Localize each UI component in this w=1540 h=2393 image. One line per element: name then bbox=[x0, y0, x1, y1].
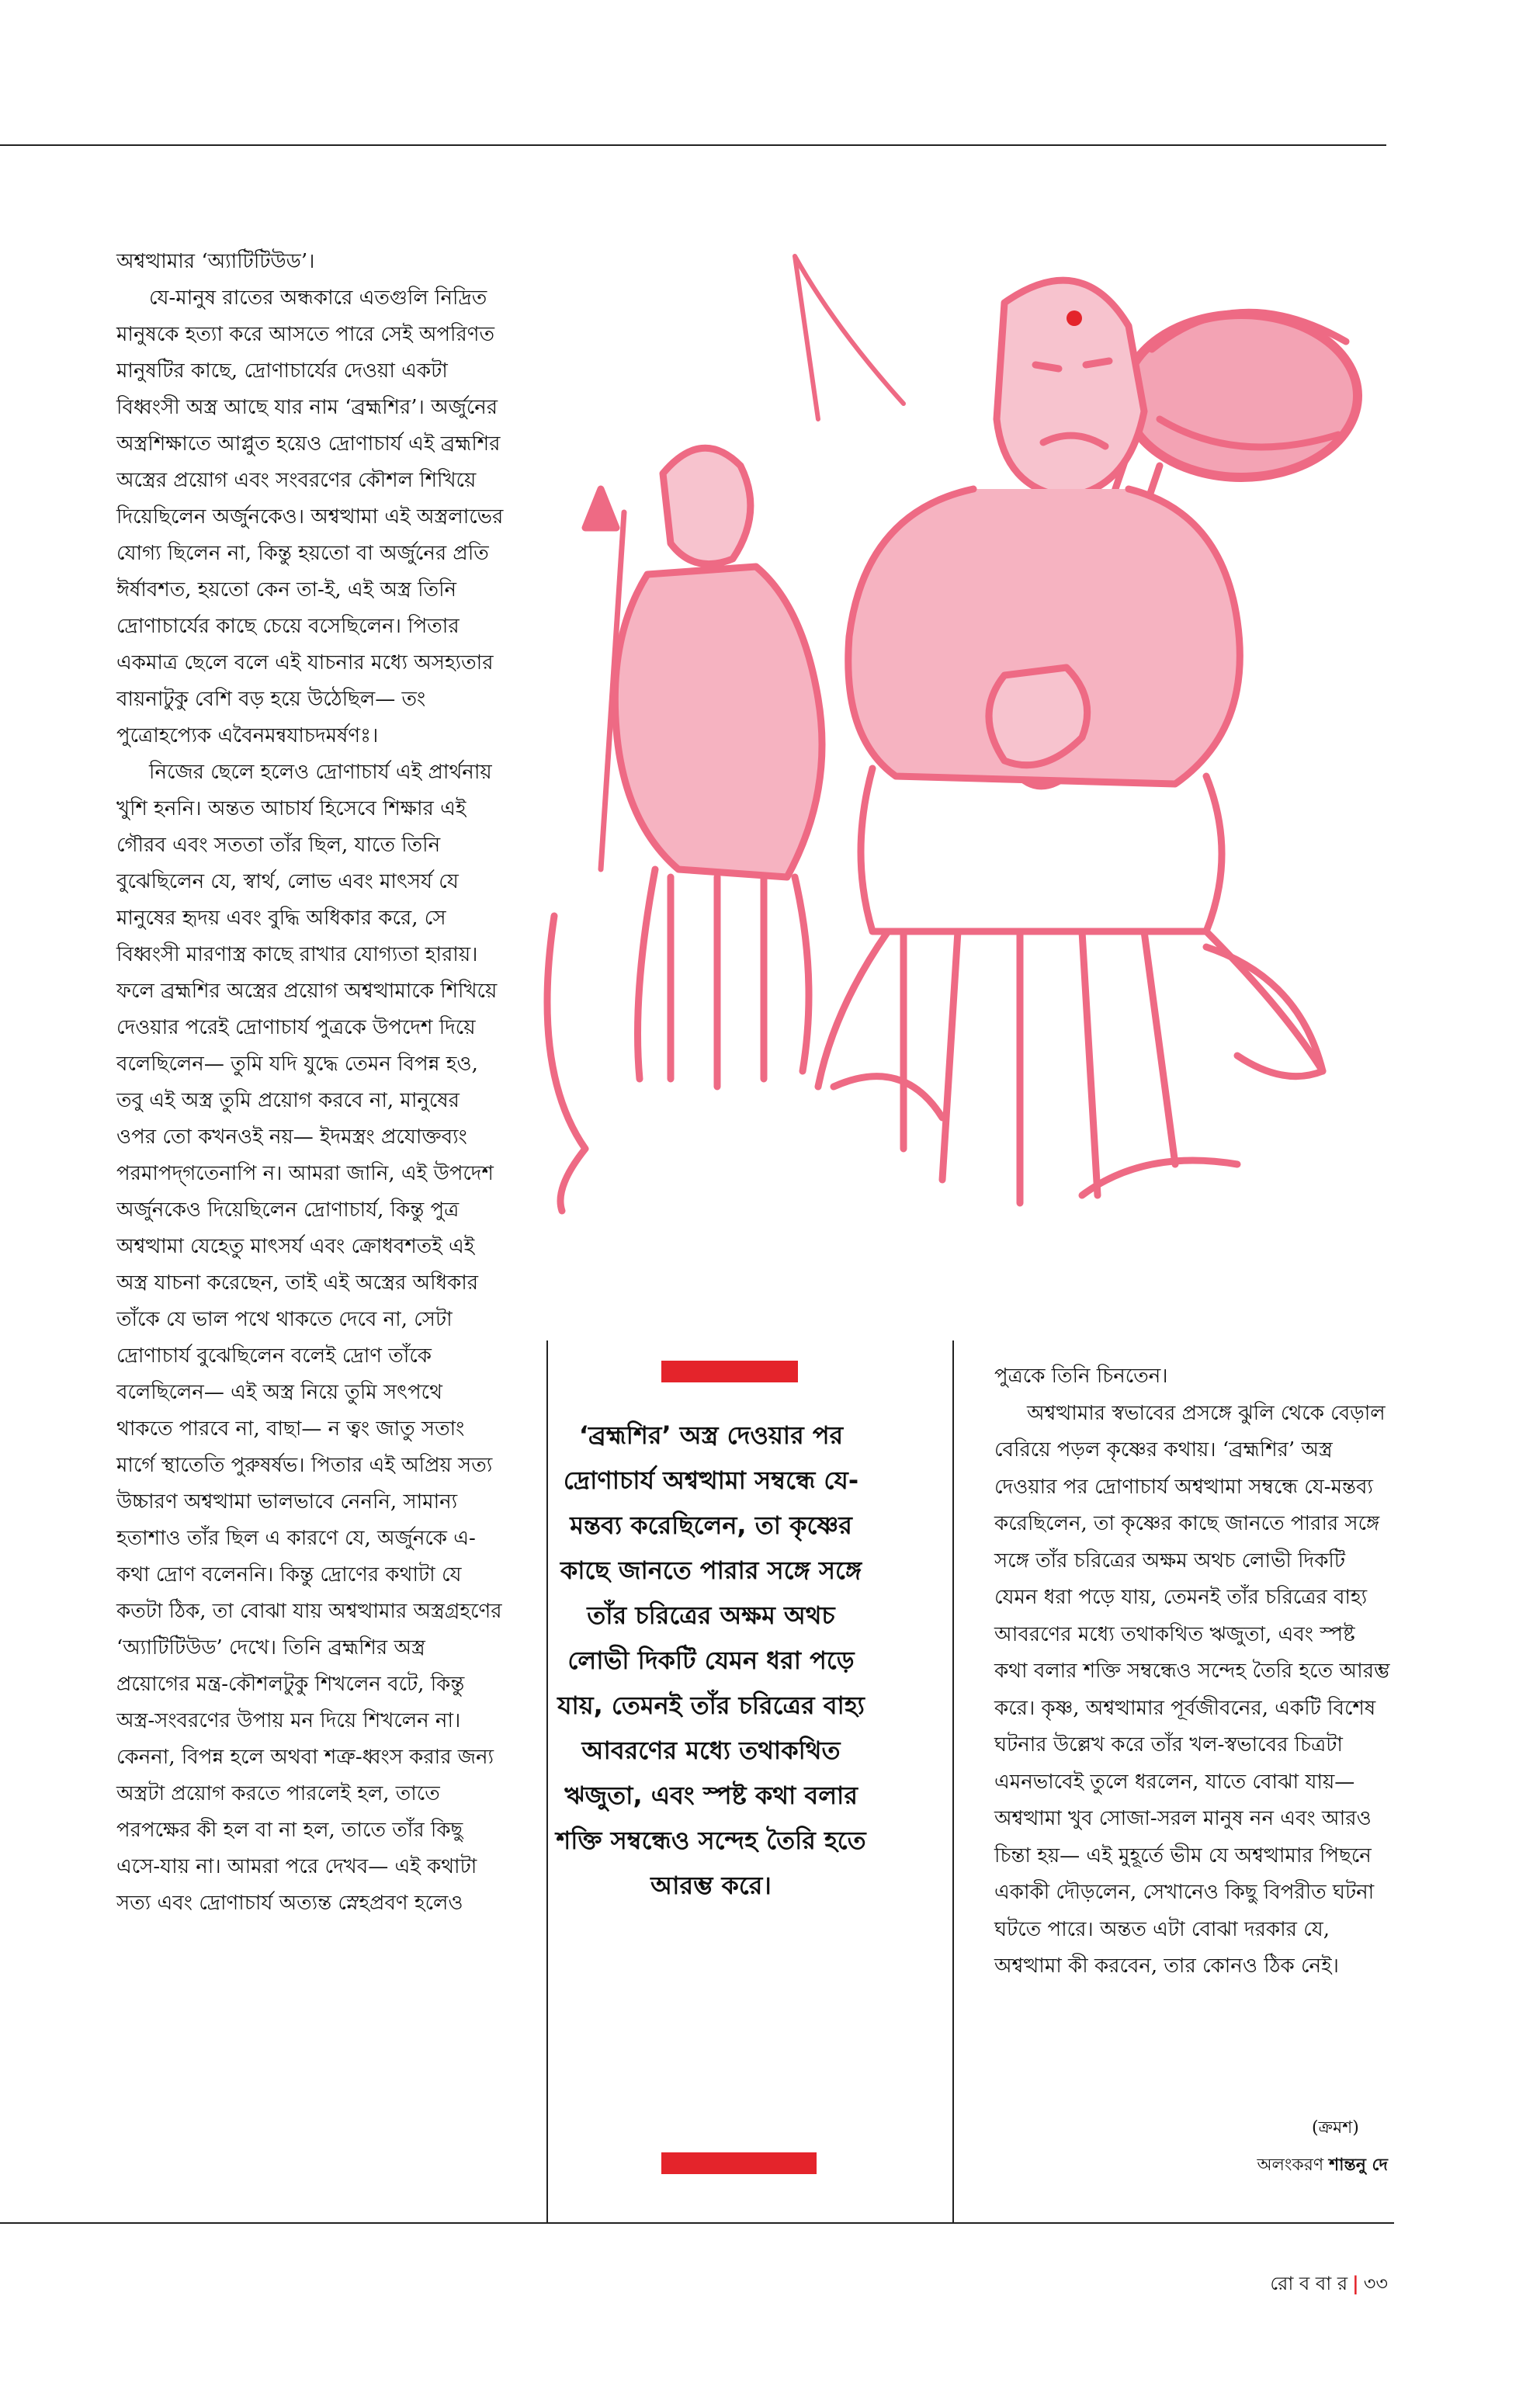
paragraph-1: অশ্বত্থামার ‘অ্যাটিটিউড’। bbox=[116, 250, 315, 273]
right-paragraph-2: অশ্বত্থামার স্বভাবের প্রসঙ্গে ঝুলি থেকে বেড়াল বেরিয়ে পড়ল কৃষ্ণের কথায়। ‘ব্রহ্মশির’ অস্ত্র দেওয়ার পর দ্রোণাচার্য অশ্বত্থামা সম্বন্ধে যে-মন্তব্য করেছিলেন, তা কৃষ্ণের কাছে জানতে পারার সঙ্গে সঙ্গে তাঁর চরিত্রের অক্ষম অথচ লোভী দিকটি যেমন ধরা পড়ে যায়, তেমনই তাঁর চরিত্রের বাহ্য আবরণের মধ্যে তথাকথিত ঋজুতা, এবং স্পষ্ট কথা বলার শক্তি সম্বন্ধেও সন্দেহ তৈরি হতে আরম্ভ করে। কৃষ্ণ, অশ্বত্থামার পূর্বজীবনের, একটি বিশেষ ঘটনার উল্লেখ করে তাঁর খল-স্বভাবের চিত্রটা এমনভাবেই তুলে ধরলেন, যাতে বোঝা যায়— অশ্বত্থামা খুব সোজা-সরল মানুষ নন এবং আরও চিন্তা হয়— এই মুহূর্তে ভীম যে অশ্বত্থামার পিছনে একাকী দৌড়লেন, সেখানেও কিছু বিপরীত ঘটনা ঘটতে পারে। অন্তত এটা বোঝা দরকার যে, অশ্বত্থামা কী করবেন, তার কোনও ঠিক নেই। bbox=[994, 1401, 1390, 1978]
credit-artist: শান্তনু দে bbox=[1329, 2155, 1388, 2175]
credit-label: অলংকরণ bbox=[1257, 2155, 1324, 2175]
folio-separator: | bbox=[1352, 2272, 1359, 2294]
bottom-rule bbox=[0, 2222, 1394, 2224]
right-divider bbox=[952, 1340, 954, 2224]
left-text-column bbox=[116, 244, 505, 1922]
illustration-credit bbox=[1257, 2152, 1388, 2180]
two-warriors-illustration bbox=[539, 233, 1447, 1296]
pull-quote: ‘ব্রহ্মশির’ অস্ত্র দেওয়ার পর দ্রোণাচার্য অশ্বত্থামা সম্বন্ধে যে-মন্তব্য করেছিলেন, তা কৃষ্ণের কাছে জানতে পারার সঙ্গে সঙ্গে তাঁর চরিত্রের অক্ষম অথচ লোভী দিকটি যেমন ধরা পড়ে যায়, তেমনই তাঁর চরিত্রের বাহ্য আবরণের মধ্যে তথাকথিত ঋজুতা, এবং স্পষ্ট কথা বলার শক্তি সম্বন্ধেও সন্দেহ তৈরি হতে আরম্ভ করে। bbox=[556, 1420, 866, 1900]
magazine-name: রো ব বা র bbox=[1270, 2273, 1348, 2294]
paragraph-2: যে-মানুষ রাতের অন্ধকারে এতগুলি নিদ্রিত মানুষকে হত্যা করে আসতে পারে সেই অপরিণত মানুষটির কাছে, দ্রোণাচার্যের দেওয়া একটা বিধ্বংসী অস্ত্র আছে যার নাম ‘ব্রহ্মশির’। অর্জুনের অস্ত্রশিক্ষাতে আপ্লুত হয়েও দ্রোণাচার্য এই ব্রহ্মশির অস্ত্রের প্রয়োগ এবং সংবরণের কৌশল শিখিয়ে দিয়েছিলেন অর্জুনকেও। অশ্বত্থামা এই অস্ত্রলাভের যোগ্য ছিলেন না, কিন্তু হয়তো বা অর্জুনের প্রতি ঈর্ষাবশত, হয়তো কেন তা-ই, এই অস্ত্র তিনি দ্রোণাচার্যের কাছে চেয়ে বসেছিলেন। পিতার একমাত্র ছেলে বলে এই যাচনার মধ্যে অসহ্যতার বায়নাটুকু বেশি বড় হয়ে উঠেছিল— তং পুত্রোহপ্যেক এবৈনমন্বযাচদমর্ষণঃ। bbox=[116, 286, 504, 747]
paragraph-3: নিজের ছেলে হলেও দ্রোণাচার্য এই প্রার্থনায় খুশি হননি। অন্তত আচার্য হিসেবে শিক্ষার এই গৌরব এবং সততা তাঁর ছিল, যাতে তিনি বুঝেছিলেন যে, স্বার্থ, লোভ এবং মাৎসর্য যে মানুষের হৃদয় এবং বুদ্ধি অধিকার করে, সে বিধ্বংসী মারণাস্ত্র কাছে রাখার যোগ্যতা হারায়। ফলে ব্রহ্মশির অস্ত্রের প্রয়োগ অশ্বত্থামাকে শিখিয়ে দেওয়ার পরেই দ্রোণাচার্য পুত্রকে উপদেশ দিয়ে বলেছিলেন— তুমি যদি যুদ্ধে তেমন বিপন্ন হও, তবু এই অস্ত্র তুমি প্রয়োগ করবে না, মানুষের ওপর তো কখনওই নয়— ইদমস্ত্রং প্রযোক্তব্যং পরমাপদ্‌গতেনাপি ন। আমরা জানি, এই উপদেশ অর্জুনকেও দিয়েছিলেন দ্রোণাচার্য, কিন্তু পুত্র অশ্বত্থামা যেহেতু মাৎসর্য এবং ক্রোধবশতই এই অস্ত্র যাচনা করেছেন, তাই এই অস্ত্রের অধিকার তাঁকে যে ভাল পথে থাকতে দেবে না, সেটা দ্রোণাচার্য বুঝেছিলেন বলেই দ্রোণ তাঁকে বলেছিলেন— এই অস্ত্র নিয়ে তুমি সৎপথে থাকতে পারবে না, বাছা— ন ত্বং জাতু সতাং মার্গে স্থাতেতি পুরুষর্ষভ। পিতার এই অপ্রিয় সত্য উচ্চারণ অশ্বত্থামা ভালভাবে নেননি, সামান্য হতাশাও তাঁর ছিল এ কারণে যে, অর্জুনকে এ-কথা দ্রোণ বলেননি। কিন্তু দ্রোণের কথাটা যে কতটা ঠিক, তা বোঝা যায় অশ্বত্থামার অস্ত্রগ্রহণের ‘অ্যাটিটিউড’ দেখে। তিনি ব্রহ্মশির অস্ত্র প্রয়োগের মন্ত্র-কৌশলটুকু শিখলেন বটে, কিন্তু অস্ত্র-সংবরণের উপায় মন দিয়ে শিখলেন না। কেননা, বিপন্ন হলে অথবা শত্রু-ধ্বংস করার জন্য অস্ত্রটা প্রয়োগ করতে পারলেই হল, তাতে পরপক্ষের কী হল বা না হল, তাতে তাঁর কিছু এসে-যায় না। আমরা পরে দেখব— এই কথাটা সত্য এবং দ্রোণাচার্য অত্যন্ত স্নেহপ্রবণ হলেও bbox=[116, 761, 502, 1915]
pull-quote-bar-bottom bbox=[661, 2152, 817, 2174]
page-number: ৩৩ bbox=[1363, 2273, 1388, 2294]
continued-note: (ক্রমশ) bbox=[1312, 2118, 1359, 2138]
left-divider bbox=[546, 1340, 548, 2224]
top-rule bbox=[0, 144, 1386, 146]
pull-quote-bar-top bbox=[661, 1361, 798, 1382]
right-text-column bbox=[994, 1358, 1390, 1985]
right-paragraph-1: পুত্রকে তিনি চিনতেন। bbox=[994, 1365, 1168, 1388]
page-folio bbox=[1270, 2270, 1388, 2301]
